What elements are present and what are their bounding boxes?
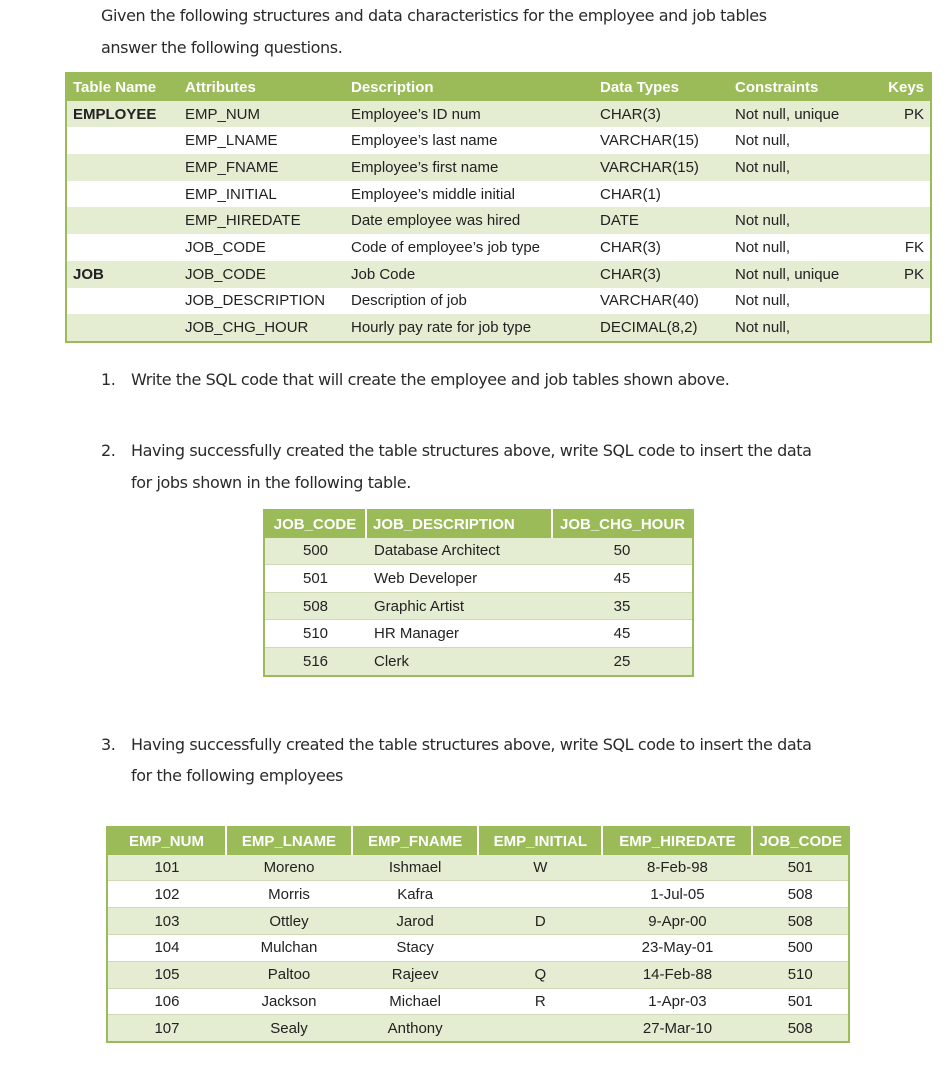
header-cell: Data Types xyxy=(594,73,729,101)
table-cell: 45 xyxy=(552,620,693,648)
table-cell: 50 xyxy=(552,538,693,565)
table-cell: Jarod xyxy=(352,908,478,935)
table-cell: 516 xyxy=(264,647,366,675)
table-cell: 501 xyxy=(752,855,849,881)
table-cell xyxy=(871,288,931,315)
question-2-line-2: for jobs shown in the following table. xyxy=(131,473,411,492)
question-3-line-2: for the following employees xyxy=(131,766,343,785)
table-cell xyxy=(66,234,179,261)
table-cell: Sealy xyxy=(226,1015,352,1042)
header-cell: JOB_DESCRIPTION xyxy=(366,510,552,538)
table-cell: Employee’s last name xyxy=(345,127,594,154)
table-cell: Jackson xyxy=(226,988,352,1015)
table-cell: CHAR(3) xyxy=(594,234,729,261)
table-cell: 25 xyxy=(552,647,693,675)
table-row xyxy=(107,855,849,881)
structure-table xyxy=(65,72,932,343)
table-cell: 510 xyxy=(264,620,366,648)
table-cell xyxy=(66,288,179,315)
table-row xyxy=(264,592,693,620)
table-row xyxy=(66,127,931,154)
table-cell: PK xyxy=(871,101,931,128)
table-cell: Not null, unique xyxy=(729,261,871,288)
question-number: 3. xyxy=(101,735,116,754)
table-cell: PK xyxy=(871,261,931,288)
table-cell: 105 xyxy=(107,961,226,988)
table-cell: Not null, xyxy=(729,154,871,181)
table-cell xyxy=(66,127,179,154)
table-cell: Employee’s ID num xyxy=(345,101,594,128)
table-cell: 501 xyxy=(752,988,849,1015)
table-cell: Database Architect xyxy=(366,538,552,565)
table-cell: 508 xyxy=(752,908,849,935)
table-row xyxy=(66,234,931,261)
table-cell: 501 xyxy=(264,565,366,593)
table-cell xyxy=(871,154,931,181)
table-row xyxy=(264,647,693,675)
table-cell: 107 xyxy=(107,1015,226,1042)
header-cell: JOB_CODE xyxy=(264,510,366,538)
table-row xyxy=(66,288,931,315)
table-cell: DATE xyxy=(594,207,729,234)
table-cell: Employee’s middle initial xyxy=(345,181,594,208)
job-table xyxy=(263,509,694,677)
table-cell: 508 xyxy=(264,592,366,620)
table-row xyxy=(107,1015,849,1042)
table-cell: 1-Jul-05 xyxy=(602,881,752,908)
table-cell: CHAR(3) xyxy=(594,101,729,128)
table-cell: 106 xyxy=(107,988,226,1015)
table-cell xyxy=(66,181,179,208)
table-cell: 102 xyxy=(107,881,226,908)
table-cell: Morris xyxy=(226,881,352,908)
table-cell: EMP_NUM xyxy=(179,101,345,128)
table-cell: Q xyxy=(478,961,602,988)
table-cell: Rajeev xyxy=(352,961,478,988)
header-cell: Table Name xyxy=(66,73,179,101)
question-text: Having successfully created the table structures above, write SQL code to insert the data xyxy=(131,441,812,460)
table-cell: Ishmael xyxy=(352,855,478,881)
table-cell: EMP_INITIAL xyxy=(179,181,345,208)
table-cell: FK xyxy=(871,234,931,261)
table-cell: Not null, xyxy=(729,207,871,234)
intro-line-1: Given the following structures and data characteristics for the employee and job tables xyxy=(101,6,767,25)
table-row xyxy=(66,314,931,342)
table-cell: 14-Feb-88 xyxy=(602,961,752,988)
table-cell: 45 xyxy=(552,565,693,593)
table-cell: JOB_CHG_HOUR xyxy=(179,314,345,342)
header-cell: Attributes xyxy=(179,73,345,101)
table-cell xyxy=(871,314,931,342)
table-cell: Not null, xyxy=(729,234,871,261)
question-number: 1. xyxy=(101,370,116,389)
table-cell: Employee’s first name xyxy=(345,154,594,181)
table-cell: 35 xyxy=(552,592,693,620)
header-cell: Keys xyxy=(871,73,931,101)
table-cell: EMP_HIREDATE xyxy=(179,207,345,234)
table-cell: Not null, unique xyxy=(729,101,871,128)
table-cell: 1-Apr-03 xyxy=(602,988,752,1015)
table-row xyxy=(66,181,931,208)
table-cell: Not null, xyxy=(729,288,871,315)
table-cell: HR Manager xyxy=(366,620,552,648)
table-cell: 101 xyxy=(107,855,226,881)
job-table-header xyxy=(264,510,693,538)
table-cell: W xyxy=(478,855,602,881)
table-cell: D xyxy=(478,908,602,935)
header-cell: EMP_FNAME xyxy=(352,827,478,855)
question-2 xyxy=(101,441,812,460)
table-cell: JOB_CODE xyxy=(179,261,345,288)
table-cell: Paltoo xyxy=(226,961,352,988)
header-cell: JOB_CHG_HOUR xyxy=(552,510,693,538)
question-1 xyxy=(101,370,729,389)
table-row xyxy=(66,101,931,128)
table-cell xyxy=(66,154,179,181)
table-cell: 8-Feb-98 xyxy=(602,855,752,881)
question-number: 2. xyxy=(101,441,116,460)
table-cell: 104 xyxy=(107,934,226,961)
table-cell xyxy=(478,881,602,908)
question-text: Having successfully created the table structures above, write SQL code to insert the data xyxy=(131,735,812,754)
table-cell: JOB_DESCRIPTION xyxy=(179,288,345,315)
table-cell: Mulchan xyxy=(226,934,352,961)
table-cell xyxy=(66,207,179,234)
table-cell: Not null, xyxy=(729,127,871,154)
table-cell xyxy=(729,181,871,208)
table-cell: 508 xyxy=(752,1015,849,1042)
table-cell: Moreno xyxy=(226,855,352,881)
table-row xyxy=(66,261,931,288)
table-cell: Graphic Artist xyxy=(366,592,552,620)
table-cell xyxy=(478,1015,602,1042)
table-cell: Anthony xyxy=(352,1015,478,1042)
table-cell: Hourly pay rate for job type xyxy=(345,314,594,342)
question-3 xyxy=(101,735,812,754)
employee-table xyxy=(106,826,850,1043)
table-cell: 500 xyxy=(264,538,366,565)
header-cell: EMP_NUM xyxy=(107,827,226,855)
table-cell: Kafra xyxy=(352,881,478,908)
table-row xyxy=(66,154,931,181)
table-cell: Date employee was hired xyxy=(345,207,594,234)
table-cell: VARCHAR(15) xyxy=(594,127,729,154)
table-cell xyxy=(66,314,179,342)
table-cell: Michael xyxy=(352,988,478,1015)
header-cell: Constraints xyxy=(729,73,871,101)
table-row xyxy=(107,961,849,988)
table-cell: CHAR(1) xyxy=(594,181,729,208)
table-cell xyxy=(478,934,602,961)
table-row xyxy=(107,934,849,961)
table-cell: Not null, xyxy=(729,314,871,342)
table-row xyxy=(264,538,693,565)
table-cell: R xyxy=(478,988,602,1015)
table-cell: Stacy xyxy=(352,934,478,961)
structure-table-header xyxy=(66,73,931,101)
table-cell xyxy=(871,207,931,234)
table-row xyxy=(107,988,849,1015)
table-cell: EMP_FNAME xyxy=(179,154,345,181)
table-cell: Description of job xyxy=(345,288,594,315)
table-cell: EMPLOYEE xyxy=(66,101,179,128)
table-cell: Job Code xyxy=(345,261,594,288)
table-cell: JOB xyxy=(66,261,179,288)
intro-line-2: answer the following questions. xyxy=(101,38,343,57)
header-cell: EMP_LNAME xyxy=(226,827,352,855)
table-cell: 23-May-01 xyxy=(602,934,752,961)
table-row xyxy=(107,908,849,935)
header-cell: JOB_CODE xyxy=(752,827,849,855)
table-row xyxy=(107,881,849,908)
table-cell xyxy=(871,127,931,154)
table-cell: 508 xyxy=(752,881,849,908)
table-cell: 510 xyxy=(752,961,849,988)
table-cell: Web Developer xyxy=(366,565,552,593)
table-cell: 103 xyxy=(107,908,226,935)
table-cell xyxy=(871,181,931,208)
table-row xyxy=(264,565,693,593)
employee-table-header xyxy=(107,827,849,855)
table-cell: 27-Mar-10 xyxy=(602,1015,752,1042)
table-cell: Code of employee’s job type xyxy=(345,234,594,261)
table-cell: 9-Apr-00 xyxy=(602,908,752,935)
table-cell: EMP_LNAME xyxy=(179,127,345,154)
table-cell: CHAR(3) xyxy=(594,261,729,288)
table-row xyxy=(264,620,693,648)
question-text: Write the SQL code that will create the employee and job tables shown above. xyxy=(131,370,730,389)
table-cell: Ottley xyxy=(226,908,352,935)
table-cell: VARCHAR(15) xyxy=(594,154,729,181)
table-cell: DECIMAL(8,2) xyxy=(594,314,729,342)
table-row xyxy=(66,207,931,234)
table-cell: Clerk xyxy=(366,647,552,675)
header-cell: EMP_HIREDATE xyxy=(602,827,752,855)
header-cell: Description xyxy=(345,73,594,101)
table-cell: VARCHAR(40) xyxy=(594,288,729,315)
table-cell: JOB_CODE xyxy=(179,234,345,261)
header-cell: EMP_INITIAL xyxy=(478,827,602,855)
table-cell: 500 xyxy=(752,934,849,961)
